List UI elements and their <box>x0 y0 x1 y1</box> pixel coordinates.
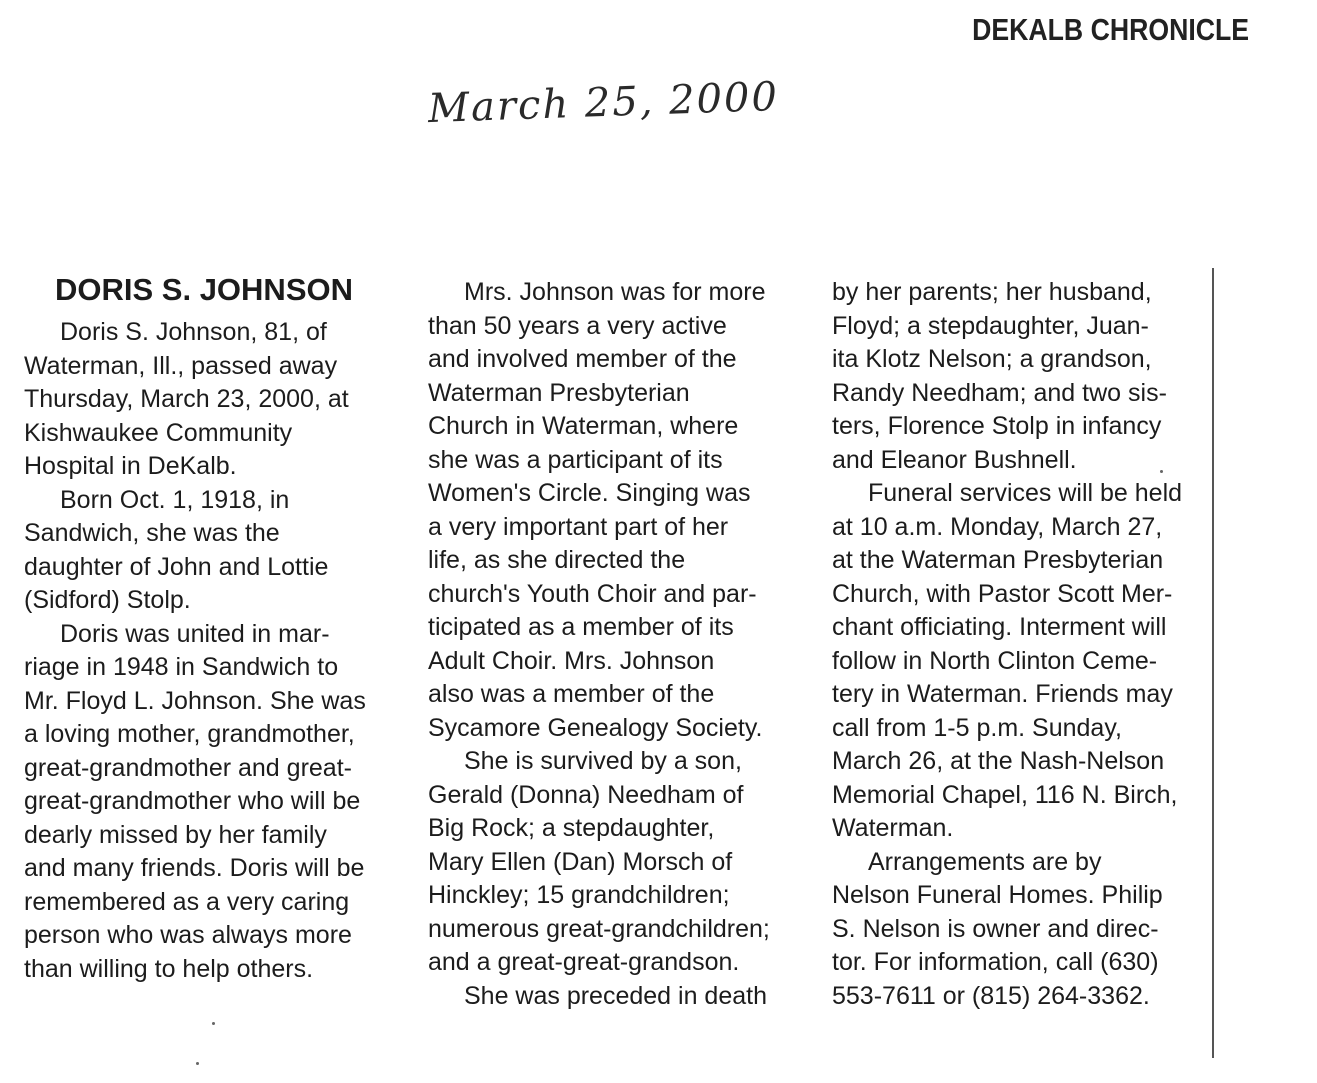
text-line: Floyd; a stepdaughter, Juan- <box>832 311 1149 340</box>
text-line: Memorial Chapel, 116 N. Birch, <box>832 780 1178 809</box>
text-line: by her parents; her husband, <box>832 278 1152 306</box>
text-line: Doris was united in mar- <box>60 619 330 648</box>
text-line: follow in North Clinton Ceme- <box>832 646 1158 675</box>
text-line: Hinckley; 15 grandchildren; <box>428 881 730 909</box>
print-speck <box>1160 470 1163 473</box>
text-line: S. Nelson is owner and direc- <box>832 914 1159 943</box>
text-line: than willing to help others. <box>24 954 314 983</box>
text-line: Women's Circle. Singing was <box>428 479 751 507</box>
text-line: and a great-great-grandson. <box>428 948 740 976</box>
column-rule-right <box>1212 268 1214 1058</box>
text-line: church's Youth Choir and par- <box>428 579 757 608</box>
text-line: Arrangements are by <box>868 847 1102 876</box>
text-line: Gerald (Donna) Needham of <box>428 780 744 809</box>
text-line: great-grandmother and great- <box>24 753 352 782</box>
text-line: life, as she directed the <box>428 546 686 574</box>
text-line: Doris S. Johnson, 81, of <box>60 318 327 346</box>
text-line: than 50 years a very active <box>428 311 727 340</box>
text-line: tery in Waterman. Friends may <box>832 680 1173 708</box>
text-line: a very important part of her <box>428 512 729 541</box>
text-line: ters, Florence Stolp in infancy <box>832 412 1162 440</box>
text-line: Born Oct. 1, 1918, in <box>60 485 290 514</box>
text-line: and many friends. Doris will be <box>24 854 365 882</box>
column-1 <box>24 316 366 986</box>
column-3 <box>832 276 1182 1013</box>
text-line: Hospital in DeKalb. <box>24 452 237 480</box>
text-line: Sandwich, she was the <box>24 519 280 547</box>
text-line: (Sidford) Stolp. <box>24 586 191 614</box>
text-line: 553-7611 or (815) 264-3362. <box>832 981 1150 1010</box>
text-line: Church in Waterman, where <box>428 412 739 440</box>
text-line: Waterman, Ill., passed away <box>24 351 338 380</box>
handwritten-date: March 25, 2000 <box>427 73 780 133</box>
text-line: Waterman. <box>832 814 954 842</box>
text-line: person who was always more <box>24 921 352 949</box>
text-line: Kishwaukee Community <box>24 418 293 447</box>
column-2 <box>428 276 770 1013</box>
text-line: Mr. Floyd L. Johnson. She was <box>24 686 366 715</box>
text-line: Waterman Presbyterian <box>428 378 690 407</box>
text-line: She was preceded in death <box>464 981 767 1010</box>
text-line: also was a member of the <box>428 680 715 708</box>
text-line: she was a participant of its <box>428 445 723 474</box>
text-line: Mary Ellen (Dan) Morsch of <box>428 847 733 876</box>
text-line: Mrs. Johnson was for more <box>464 278 766 306</box>
text-line: a loving mother, grandmother, <box>24 720 355 748</box>
obituary-headline: DORIS S. JOHNSON <box>55 272 353 307</box>
text-line: Nelson Funeral Homes. Philip <box>832 881 1163 909</box>
masthead: DEKALB CHRONICLE <box>972 12 1249 47</box>
print-speck <box>212 1022 215 1025</box>
text-line: ita Klotz Nelson; a grandson, <box>832 345 1152 373</box>
text-line: and Eleanor Bushnell. <box>832 445 1077 474</box>
text-line: call from 1-5 p.m. Sunday, <box>832 713 1122 742</box>
text-line: March 26, at the Nash-Nelson <box>832 747 1165 775</box>
text-line: at 10 a.m. Monday, March 27, <box>832 512 1163 541</box>
text-line: Adult Choir. Mrs. Johnson <box>428 646 715 675</box>
text-line: Randy Needham; and two sis- <box>832 378 1167 407</box>
text-line: daughter of John and Lottie <box>24 552 329 581</box>
text-line: Church, with Pastor Scott Mer- <box>832 579 1173 608</box>
text-line: chant officiating. Interment will <box>832 613 1167 641</box>
text-line: at the Waterman Presbyterian <box>832 546 1164 574</box>
text-line: remembered as a very caring <box>24 887 350 916</box>
text-line: great-grandmother who will be <box>24 787 361 815</box>
text-line: Sycamore Genealogy Society. <box>428 713 763 742</box>
text-line: She is survived by a son, <box>464 747 742 775</box>
text-line: Thursday, March 23, 2000, at <box>24 385 349 413</box>
print-speck <box>196 1062 199 1065</box>
text-line: ticipated as a member of its <box>428 613 734 641</box>
text-line: riage in 1948 in Sandwich to <box>24 653 339 681</box>
text-line: dearly missed by her family <box>24 820 327 849</box>
text-line: tor. For information, call (630) <box>832 948 1159 976</box>
text-line: Funeral services will be held <box>868 479 1183 507</box>
text-line: and involved member of the <box>428 345 737 373</box>
text-line: numerous great-grandchildren; <box>428 914 770 943</box>
text-line: Big Rock; a stepdaughter, <box>428 814 715 842</box>
